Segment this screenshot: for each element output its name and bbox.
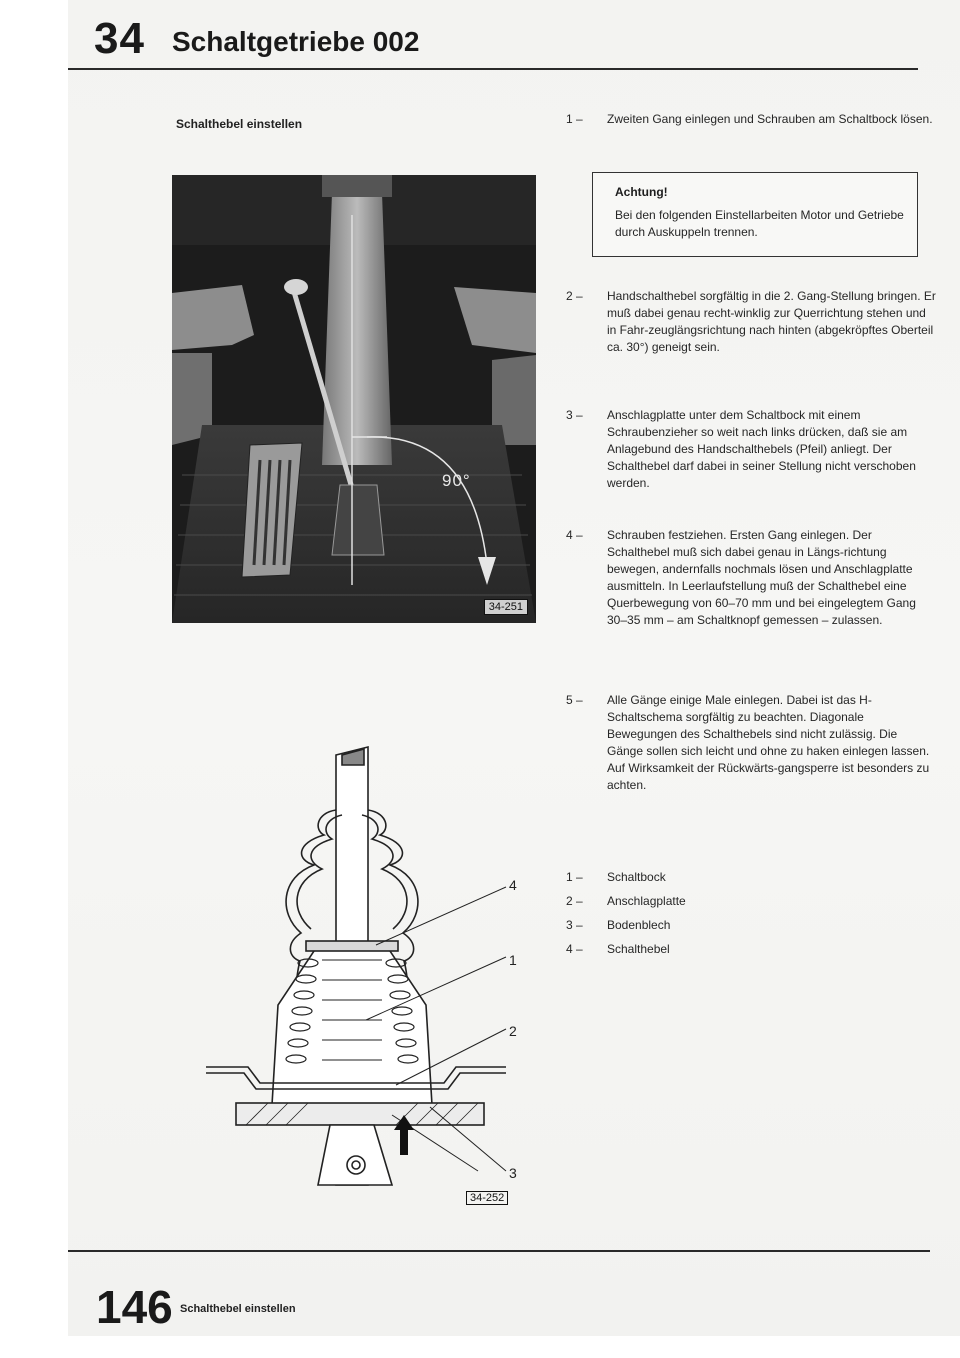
step-item bbox=[566, 111, 936, 128]
callout-4: 4 bbox=[509, 877, 517, 893]
step-item bbox=[566, 527, 936, 629]
gearshift-section-diagram bbox=[196, 735, 532, 1205]
step-text: Handschalthebel sorgfältig in die 2. Gang-Stellung bringen. Er muß dabei genau recht-winklig zur Querrichtung stehen und in Fahr-zeuglängsrichtung nach hinten (abgekröpftes Oberteil ca. 30°) geneigt sein. bbox=[607, 289, 936, 354]
chapter-number: 34 bbox=[94, 14, 145, 63]
page-number: 146 bbox=[96, 1281, 173, 1333]
step-text: Alle Gänge einige Male einlegen. Dabei ist das H-Schaltschema sorgfältig zu beachten. Diagonale Bewegungen des Schalthebels sind nicht zulässig. Die Gänge sollen sich leicht und ohne zu haken einlegen lassen. Auf Wirksamkeit der Rückwärts-gangsperre ist besonders zu achten. bbox=[607, 693, 930, 792]
legend-item bbox=[566, 894, 686, 908]
step-item bbox=[566, 407, 936, 492]
legend-number: 1 – bbox=[566, 870, 583, 884]
step-item bbox=[566, 692, 936, 794]
legend-text: Bodenblech bbox=[607, 918, 671, 932]
legend-number: 2 – bbox=[566, 894, 583, 908]
legend-text: Schaltbock bbox=[607, 870, 666, 884]
warning-note bbox=[592, 172, 918, 257]
angle-annotation: 90° bbox=[442, 471, 471, 490]
gear-lever-photo bbox=[172, 175, 536, 623]
step-item bbox=[566, 288, 936, 356]
step-text: Zweiten Gang einlegen und Schrauben am Schaltbock lösen. bbox=[607, 112, 933, 126]
footer-title: Schalthebel einstellen bbox=[180, 1303, 296, 1315]
footer-rule bbox=[68, 1250, 930, 1252]
chapter-title: Schaltgetriebe 002 bbox=[172, 26, 420, 57]
step-text: Anschlagplatte unter dem Schaltbock mit einem Schraubenzieher so weit nach links drücken, daß sie am Anlagebund des Handschalthebels (Pfeil) anliegt. Der Schalthebel darf dabei in seiner Stellung nicht verschoben werden. bbox=[607, 408, 916, 490]
step-number: 3 – bbox=[566, 408, 583, 422]
photo-illustration bbox=[172, 175, 536, 623]
diagram-illustration bbox=[196, 735, 532, 1205]
step-number: 2 – bbox=[566, 289, 583, 303]
header-rule bbox=[68, 68, 918, 70]
legend-text: Schalthebel bbox=[607, 942, 670, 956]
note-text: Bei den folgenden Einstellarbeiten Motor und Getriebe durch Auskuppeln trennen. bbox=[615, 208, 904, 239]
step-number: 5 – bbox=[566, 693, 583, 707]
figure-label: 34-251 bbox=[484, 599, 528, 615]
legend-item bbox=[566, 870, 666, 884]
legend-number: 3 – bbox=[566, 918, 583, 932]
step-number: 1 – bbox=[566, 112, 583, 126]
step-text: Schrauben festziehen. Ersten Gang einlegen. Der Schalthebel muß sich dabei genau in Längs-richtung bewegen, andernfalls nochmals lösen und Anschlagplatte ausmitteln. In Leerlaufstellung muß der Schalthebel eine Querbewegung von 60–70 mm und bei eingelegtem Gang 30–35 mm – am Schaltknopf gemessen – zulassen. bbox=[607, 528, 916, 627]
legend-number: 4 – bbox=[566, 942, 583, 956]
legend-text: Anschlagplatte bbox=[607, 894, 686, 908]
callout-2: 2 bbox=[509, 1023, 517, 1039]
step-number: 4 – bbox=[566, 528, 583, 542]
callout-3: 3 bbox=[509, 1165, 517, 1181]
section-heading: Schalthebel einstellen bbox=[176, 117, 303, 131]
figure-label: 34-252 bbox=[466, 1191, 508, 1205]
legend-item bbox=[566, 918, 670, 932]
callout-1: 1 bbox=[509, 952, 517, 968]
legend-item bbox=[566, 942, 670, 956]
note-title: Achtung! bbox=[615, 185, 668, 199]
